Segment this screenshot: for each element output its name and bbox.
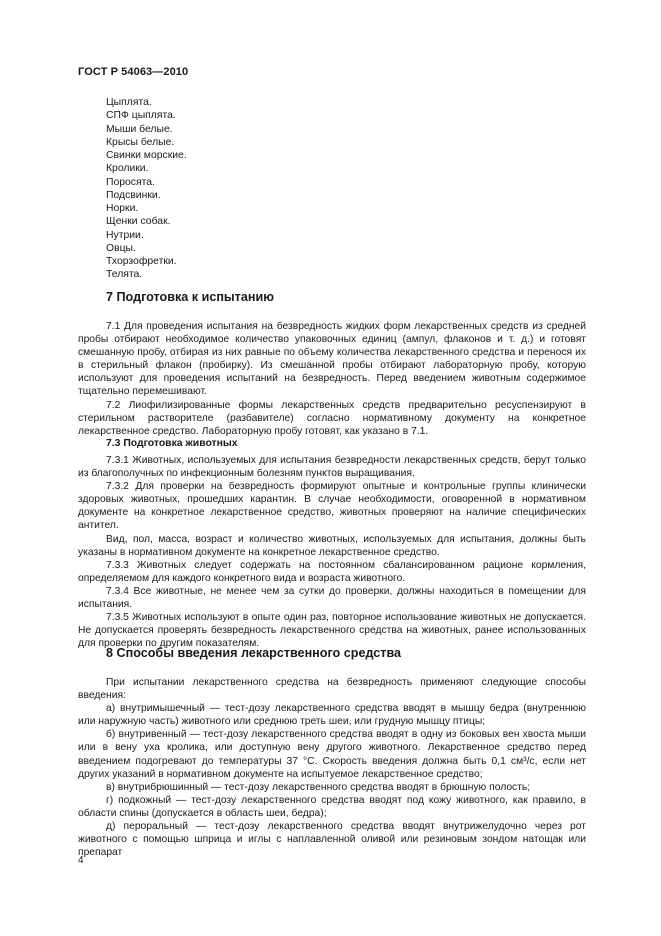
paragraph-8-intro: При испытании лекарственного средства на безвредность применяют следующие способы введения: — [78, 677, 586, 702]
page-number: 4 — [78, 855, 84, 866]
subsection-7-3-title: 7.3 Подготовка животных — [106, 438, 238, 449]
paragraph-8-a: а) внутримышечный — тест-дозу лекарственного средства вводят в мышцу бедра (внутреннюю или наружную часть) животного или среднюю треть шеи, или грудную мышцу птицы; — [78, 703, 586, 728]
paragraph-7-2: 7.2 Лиофилизированные формы лекарственных средств предварительно ресуспензируют в стерильном растворителе (разбавителе) согласно нормативному документу на конкретное лекарственное средство. Лабораторную пробу готовят, как указано в 7.1. — [78, 399, 586, 437]
document-header: ГОСТ Р 54063—2010 — [78, 66, 189, 78]
list-item: Тхорзофретки. — [106, 256, 177, 267]
section-7-body-b — [78, 454, 586, 650]
list-item: Кролики. — [106, 163, 149, 175]
paragraph-7-3-3: 7.3.3 Животных следует содержать на постоянном сбалансированном рационе кормления, определяемом для каждого конкретного вида и возраста животного. — [78, 559, 586, 584]
list-item: СПФ цыплята. — [106, 110, 176, 122]
section-7-body-a — [78, 320, 586, 438]
list-item: Щенки собак. — [106, 216, 171, 228]
list-item: Поросята. — [106, 176, 155, 188]
list-item: Нутрии. — [106, 229, 144, 241]
list-item: Телята. — [106, 269, 143, 281]
paragraph-7-3-2: 7.3.2 Для проверки на безвредность формируют опытные и контрольные группы клинически здоровых животных, прошедших карантин. В случае необходимости, оговоренной в нормативном документе на конкретное лекарственное средство, животных проверяют на наличие специфических антител. — [78, 481, 586, 532]
paragraph-7-3-5: 7.3.5 Животных используют в опыте один раз, повторное использование животных не допускается. Не допускается проверять безвредность лекарственного средства на животных, ранее использованных для проверки по другим показателям. — [78, 612, 586, 650]
paragraph-8-b: б) внутривенный — тест-дозу лекарственного средства вводят в одну из боковых вен хвоста мыши или в вену уха кролика, или доступную вену другого животного. Лекарственное средство перед введением подогревают до температуры 37 °С. Скорость введения должна быть 0,1 см³/с, если нет других указаний в нормативном документе на испытуемое лекарственное средство; — [78, 729, 586, 780]
paragraph-7-3-2b: Вид, пол, масса, возраст и количество животных, используемых для испытания, должны быть указаны в нормативном документе на конкретное лекарственное средство. — [78, 533, 586, 558]
species-list — [106, 96, 187, 282]
paragraph-8-d: д) пероральный — тест-дозу лекарственного средства вводят внутрижелудочно через рот животного с помощью шприца и иглы с наплавленной оливой или резиновым зондом натощак или препарат — [78, 821, 586, 859]
section-7-title: 7 Подготовка к испытанию — [106, 290, 274, 304]
section-8-body — [78, 676, 586, 859]
list-item: Овцы. — [106, 242, 136, 254]
paragraph-8-v: в) внутрибрюшинный — тест-дозу лекарственного средства вводят в брюшную полость; — [106, 781, 531, 793]
section-8-title: 8 Способы введения лекарственного средства — [106, 646, 402, 660]
paragraph-8-g: г) подкожный — тест-дозу лекарственного средства вводят под кожу животного, как правило, в области спины (допускается в область шеи, бедра); — [78, 794, 586, 819]
list-item: Крысы белые. — [106, 136, 175, 148]
paragraph-7-1: 7.1 Для проведения испытания на безвредность жидких форм лекарственных средств из средней пробы отбирают необходимое количество упаковочных единиц (ампул, флаконов и т. д.) и готовят смешанную пробу, отбирая из них равные по объему количества лекарственного средства и перенося их в стерильный флакон (пробирку). Из смешанной пробы отбирают лабораторную пробу, которую используют для проведения испытаний на безвредность. Перед введением животным содержимое тщательно перемешивают. — [78, 321, 586, 398]
paragraph-7-3-1: 7.3.1 Животных, используемых для испытания безвредности лекарственных средств, берут только из благополучных по инфекционным болезням пунктов выращивания. — [78, 455, 586, 480]
list-item: Цыплята. — [106, 97, 152, 108]
list-item: Свинки морские. — [106, 150, 187, 161]
list-item: Подсвинки. — [106, 189, 161, 201]
paragraph-7-3-4: 7.3.4 Все животные, не менее чем за сутки до проверки, должны находиться в помещении для испытания. — [78, 585, 586, 611]
list-item: Мыши белые. — [106, 123, 173, 135]
list-item: Норки. — [106, 203, 139, 214]
